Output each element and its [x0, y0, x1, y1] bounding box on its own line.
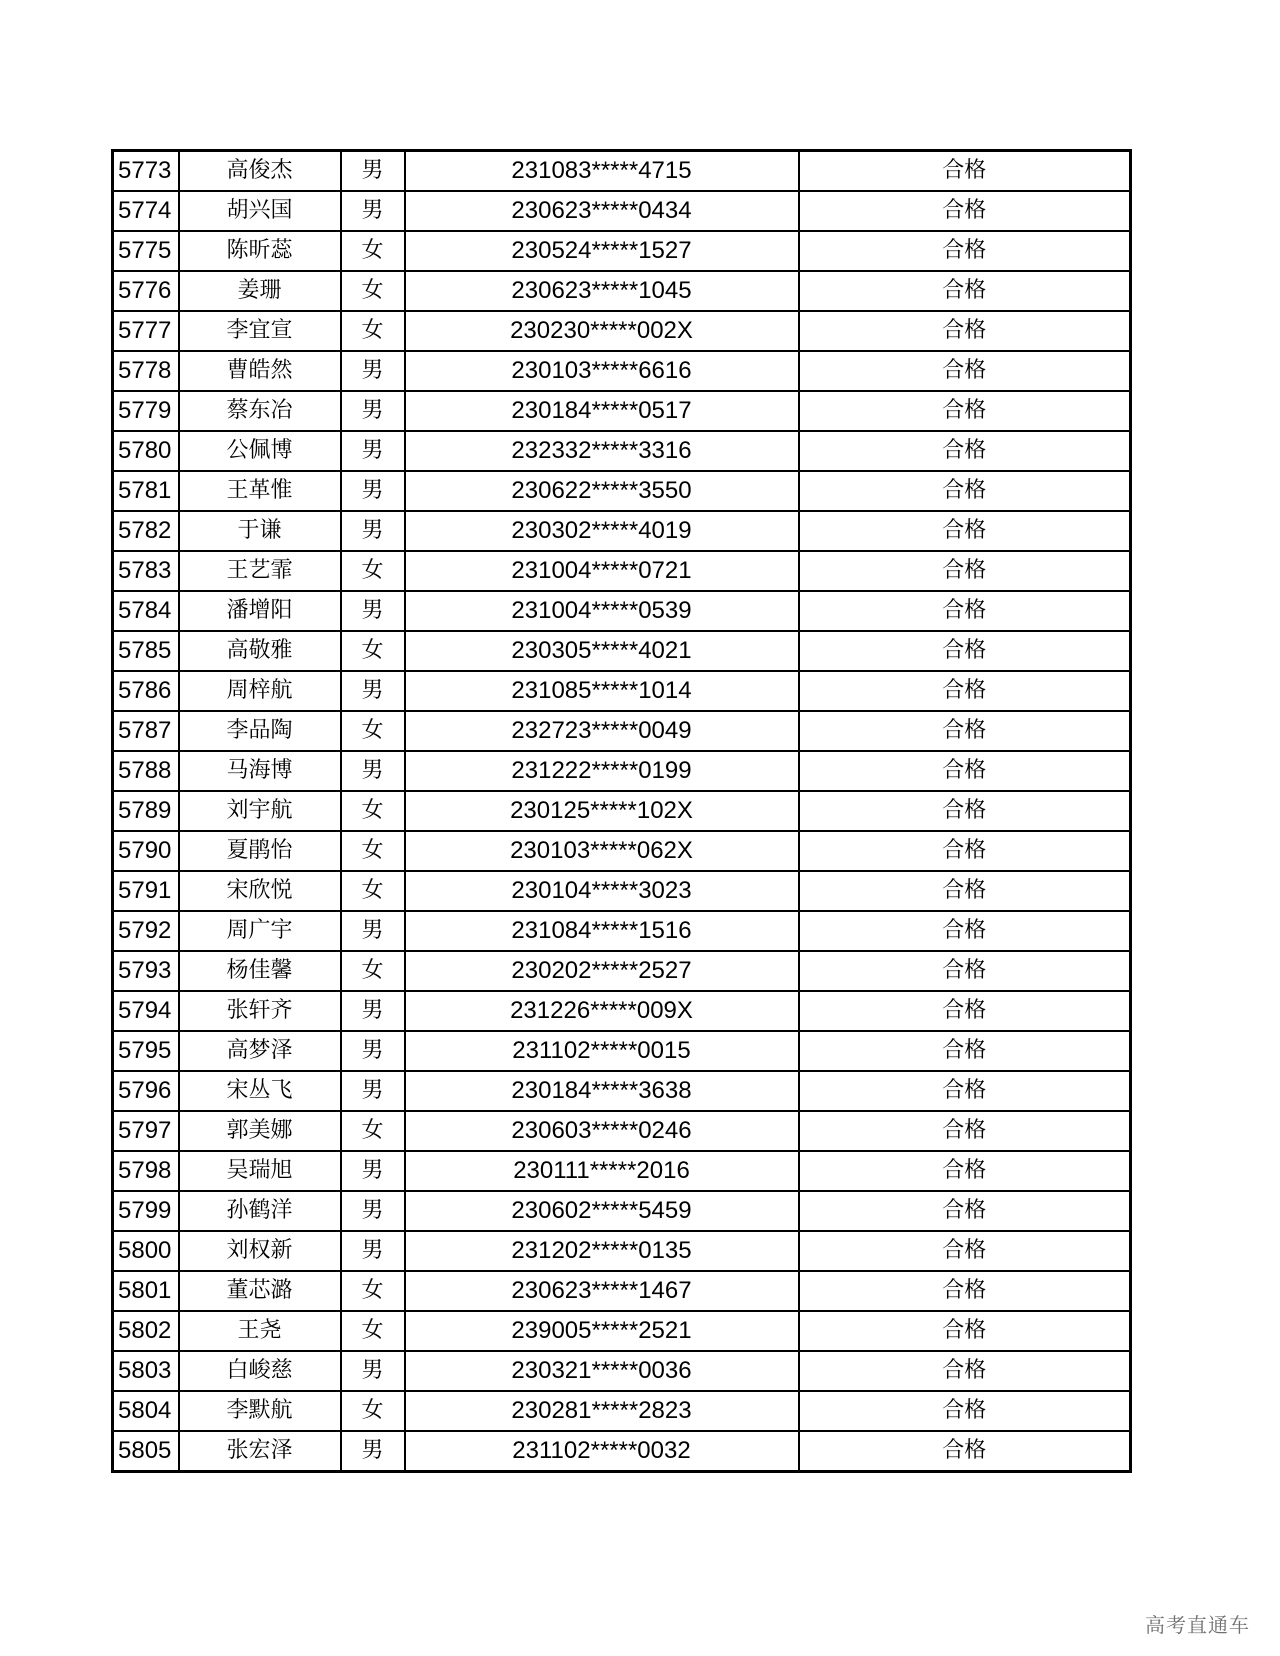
row-number: 5783: [113, 551, 179, 591]
student-name: 王革惟: [179, 471, 341, 511]
result-status: 合格: [799, 1391, 1131, 1431]
table-row: [113, 271, 1131, 311]
id-number: 230111*****2016: [405, 1151, 799, 1191]
row-number: 5797: [113, 1111, 179, 1151]
student-name: 于谦: [179, 511, 341, 551]
row-number: 5804: [113, 1391, 179, 1431]
student-name: 白峻慈: [179, 1351, 341, 1391]
student-gender: 女: [341, 1271, 405, 1311]
table-row: [113, 1191, 1131, 1231]
student-name: 李品陶: [179, 711, 341, 751]
student-gender: 女: [341, 551, 405, 591]
result-status: 合格: [799, 471, 1131, 511]
table-row: [113, 911, 1131, 951]
table-row: [113, 831, 1131, 871]
result-status: 合格: [799, 671, 1131, 711]
id-number: 231102*****0015: [405, 1031, 799, 1071]
row-number: 5801: [113, 1271, 179, 1311]
id-number: 231004*****0721: [405, 551, 799, 591]
row-number: 5773: [113, 151, 179, 192]
id-number: 230623*****0434: [405, 191, 799, 231]
student-gender: 女: [341, 311, 405, 351]
row-number: 5780: [113, 431, 179, 471]
result-status: 合格: [799, 391, 1131, 431]
student-gender: 男: [341, 1031, 405, 1071]
result-status: 合格: [799, 1351, 1131, 1391]
id-number: 230302*****4019: [405, 511, 799, 551]
student-name: 李默航: [179, 1391, 341, 1431]
student-name: 周梓航: [179, 671, 341, 711]
student-name: 刘权新: [179, 1231, 341, 1271]
row-number: 5781: [113, 471, 179, 511]
id-number: 230103*****062X: [405, 831, 799, 871]
table-row: [113, 951, 1131, 991]
student-gender: 男: [341, 391, 405, 431]
student-gender: 女: [341, 831, 405, 871]
table-row: [113, 311, 1131, 351]
row-number: 5787: [113, 711, 179, 751]
row-number: 5778: [113, 351, 179, 391]
student-name: 姜珊: [179, 271, 341, 311]
row-number: 5789: [113, 791, 179, 831]
row-number: 5784: [113, 591, 179, 631]
student-name: 董芯潞: [179, 1271, 341, 1311]
row-number: 5802: [113, 1311, 179, 1351]
result-status: 合格: [799, 1271, 1131, 1311]
result-status: 合格: [799, 751, 1131, 791]
id-number: 230524*****1527: [405, 231, 799, 271]
table-row: [113, 551, 1131, 591]
table-row: [113, 591, 1131, 631]
student-gender: 女: [341, 711, 405, 751]
student-gender: 男: [341, 911, 405, 951]
id-number: 230125*****102X: [405, 791, 799, 831]
id-number: 230202*****2527: [405, 951, 799, 991]
table-row: [113, 711, 1131, 751]
result-status: 合格: [799, 1231, 1131, 1271]
row-number: 5792: [113, 911, 179, 951]
row-number: 5795: [113, 1031, 179, 1071]
result-status: 合格: [799, 831, 1131, 871]
result-status: 合格: [799, 1431, 1131, 1472]
row-number: 5798: [113, 1151, 179, 1191]
student-gender: 男: [341, 151, 405, 192]
student-name: 高梦泽: [179, 1031, 341, 1071]
student-name: 张宏泽: [179, 1431, 341, 1472]
student-name: 曹皓然: [179, 351, 341, 391]
student-name: 公佩博: [179, 431, 341, 471]
student-name: 宋欣悦: [179, 871, 341, 911]
student-gender: 男: [341, 511, 405, 551]
student-name: 高俊杰: [179, 151, 341, 192]
id-number: 230623*****1045: [405, 271, 799, 311]
student-name: 陈昕蕊: [179, 231, 341, 271]
table-row: [113, 791, 1131, 831]
student-name: 胡兴国: [179, 191, 341, 231]
id-number: 230281*****2823: [405, 1391, 799, 1431]
result-status: 合格: [799, 431, 1131, 471]
table-row: [113, 1351, 1131, 1391]
student-gender: 女: [341, 271, 405, 311]
id-number: 239005*****2521: [405, 1311, 799, 1351]
student-name: 杨佳馨: [179, 951, 341, 991]
student-gender: 男: [341, 1191, 405, 1231]
id-number: 231222*****0199: [405, 751, 799, 791]
student-name: 周广宇: [179, 911, 341, 951]
table-row: [113, 231, 1131, 271]
row-number: 5800: [113, 1231, 179, 1271]
result-status: 合格: [799, 951, 1131, 991]
student-gender: 女: [341, 1311, 405, 1351]
table-row: [113, 871, 1131, 911]
student-name: 李宜宣: [179, 311, 341, 351]
result-status: 合格: [799, 351, 1131, 391]
student-gender: 男: [341, 351, 405, 391]
result-status: 合格: [799, 1071, 1131, 1111]
id-number: 231083*****4715: [405, 151, 799, 192]
id-number: 230603*****0246: [405, 1111, 799, 1151]
student-name: 孙鹤洋: [179, 1191, 341, 1231]
table-row: [113, 991, 1131, 1031]
student-name: 宋丛飞: [179, 1071, 341, 1111]
row-number: 5805: [113, 1431, 179, 1472]
watermark-text: 高考直通车: [1145, 1613, 1250, 1637]
row-number: 5788: [113, 751, 179, 791]
table-row: [113, 1391, 1131, 1431]
row-number: 5803: [113, 1351, 179, 1391]
result-status: 合格: [799, 911, 1131, 951]
student-gender: 女: [341, 791, 405, 831]
result-status: 合格: [799, 791, 1131, 831]
id-number: 230623*****1467: [405, 1271, 799, 1311]
id-number: 231226*****009X: [405, 991, 799, 1031]
student-gender: 男: [341, 1431, 405, 1472]
table-row: [113, 151, 1131, 192]
result-status: 合格: [799, 871, 1131, 911]
student-gender: 女: [341, 1111, 405, 1151]
student-gender: 男: [341, 991, 405, 1031]
result-status: 合格: [799, 551, 1131, 591]
table-row: [113, 1271, 1131, 1311]
table-row: [113, 351, 1131, 391]
table-row: [113, 1111, 1131, 1151]
result-status: 合格: [799, 991, 1131, 1031]
table-row: [113, 1151, 1131, 1191]
row-number: 5782: [113, 511, 179, 551]
row-number: 5775: [113, 231, 179, 271]
row-number: 5776: [113, 271, 179, 311]
student-gender: 男: [341, 431, 405, 471]
id-number: 231084*****1516: [405, 911, 799, 951]
student-gender: 男: [341, 671, 405, 711]
id-number: 232332*****3316: [405, 431, 799, 471]
row-number: 5774: [113, 191, 179, 231]
row-number: 5791: [113, 871, 179, 911]
student-name: 马海博: [179, 751, 341, 791]
result-status: 合格: [799, 191, 1131, 231]
table-row: [113, 1311, 1131, 1351]
result-status: 合格: [799, 1031, 1131, 1071]
student-gender: 男: [341, 1351, 405, 1391]
row-number: 5779: [113, 391, 179, 431]
student-gender: 男: [341, 191, 405, 231]
result-status: 合格: [799, 151, 1131, 192]
student-name: 夏鹃怡: [179, 831, 341, 871]
student-name: 王艺霏: [179, 551, 341, 591]
result-status: 合格: [799, 511, 1131, 551]
student-gender: 男: [341, 1231, 405, 1271]
table-row: [113, 1071, 1131, 1111]
result-status: 合格: [799, 1151, 1131, 1191]
student-gender: 男: [341, 751, 405, 791]
result-status: 合格: [799, 631, 1131, 671]
table-row: [113, 1431, 1131, 1472]
row-number: 5790: [113, 831, 179, 871]
result-status: 合格: [799, 1311, 1131, 1351]
student-gender: 女: [341, 231, 405, 271]
row-number: 5785: [113, 631, 179, 671]
id-number: 230104*****3023: [405, 871, 799, 911]
result-status: 合格: [799, 311, 1131, 351]
table-row: [113, 191, 1131, 231]
table-row: [113, 1231, 1131, 1271]
student-gender: 女: [341, 871, 405, 911]
student-name: 张轩齐: [179, 991, 341, 1031]
table-row: [113, 751, 1131, 791]
table-row: [113, 631, 1131, 671]
student-name: 吴瑞旭: [179, 1151, 341, 1191]
result-status: 合格: [799, 271, 1131, 311]
result-status: 合格: [799, 1191, 1131, 1231]
result-status: 合格: [799, 711, 1131, 751]
table-row: [113, 1031, 1131, 1071]
student-name: 郭美娜: [179, 1111, 341, 1151]
id-number: 230622*****3550: [405, 471, 799, 511]
student-gender: 女: [341, 951, 405, 991]
id-number: 231202*****0135: [405, 1231, 799, 1271]
roster-table: [111, 149, 1132, 1473]
table-row: [113, 391, 1131, 431]
student-name: 刘宇航: [179, 791, 341, 831]
result-status: 合格: [799, 591, 1131, 631]
roster-body: [113, 151, 1131, 1472]
id-number: 232723*****0049: [405, 711, 799, 751]
id-number: 230305*****4021: [405, 631, 799, 671]
student-gender: 男: [341, 1151, 405, 1191]
row-number: 5777: [113, 311, 179, 351]
row-number: 5799: [113, 1191, 179, 1231]
student-gender: 女: [341, 631, 405, 671]
table-row: [113, 671, 1131, 711]
id-number: 231004*****0539: [405, 591, 799, 631]
id-number: 230321*****0036: [405, 1351, 799, 1391]
id-number: 230230*****002X: [405, 311, 799, 351]
row-number: 5796: [113, 1071, 179, 1111]
student-name: 王尧: [179, 1311, 341, 1351]
id-number: 230184*****0517: [405, 391, 799, 431]
student-gender: 男: [341, 471, 405, 511]
table-row: [113, 471, 1131, 511]
result-status: 合格: [799, 1111, 1131, 1151]
id-number: 230184*****3638: [405, 1071, 799, 1111]
row-number: 5793: [113, 951, 179, 991]
student-name: 蔡东冶: [179, 391, 341, 431]
student-name: 潘增阳: [179, 591, 341, 631]
table-row: [113, 511, 1131, 551]
student-gender: 男: [341, 591, 405, 631]
student-gender: 女: [341, 1391, 405, 1431]
student-name: 高敬雅: [179, 631, 341, 671]
result-status: 合格: [799, 231, 1131, 271]
id-number: 231102*****0032: [405, 1431, 799, 1472]
student-gender: 男: [341, 1071, 405, 1111]
id-number: 230602*****5459: [405, 1191, 799, 1231]
id-number: 231085*****1014: [405, 671, 799, 711]
row-number: 5786: [113, 671, 179, 711]
row-number: 5794: [113, 991, 179, 1031]
table-row: [113, 431, 1131, 471]
id-number: 230103*****6616: [405, 351, 799, 391]
